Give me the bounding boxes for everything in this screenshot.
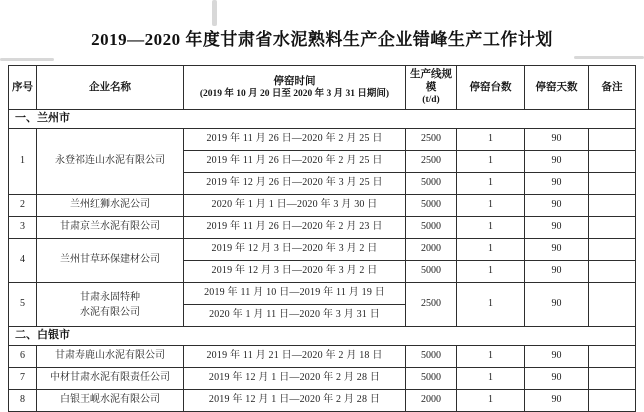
remark-cell [589,368,636,390]
scan-artifact [0,58,54,61]
index-cell: 7 [9,368,37,390]
kilns-cell: 1 [457,261,525,283]
table-row [9,195,636,217]
header-period-line2: (2019 年 10 月 20 日至 2020 年 3 月 31 日期间) [199,88,390,99]
kilns-cell: 1 [457,129,525,151]
period-cell: 2019 年 11 月 21 日—2020 年 2 月 18 日 [184,346,406,368]
scale-cell: 5000 [406,261,457,283]
days-cell: 90 [525,129,589,151]
section-label: 二、白银市 [9,327,636,346]
kilns-cell: 1 [457,239,525,261]
days-cell: 90 [525,239,589,261]
company-cell [37,283,184,327]
company-cell: 兰州甘草环保建材公司 [37,239,184,283]
index-cell: 2 [9,195,37,217]
kilns-cell: 1 [457,368,525,390]
period-cell: 2019 年 12 月 3 日—2020 年 3 月 2 日 [184,239,406,261]
index-cell: 6 [9,346,37,368]
kilns-cell: 1 [457,173,525,195]
company-cell: 中材甘肃水泥有限责任公司 [37,368,184,390]
days-cell: 90 [525,217,589,239]
days-cell: 90 [525,283,589,327]
header-scale-line1: 生产线规模 [410,69,452,94]
table-row [9,346,636,368]
kilns-cell: 1 [457,346,525,368]
index-cell: 1 [9,129,37,195]
header-index: 序号 [9,66,37,110]
days-cell: 90 [525,173,589,195]
table-row [9,129,636,151]
scale-cell: 5000 [406,368,457,390]
remark-cell [589,261,636,283]
scan-artifact [574,56,644,59]
days-cell: 90 [525,390,589,412]
period-cell: 2019 年 12 月 26 日—2020 年 3 月 25 日 [184,173,406,195]
company-name-line2: 水泥有限公司 [80,306,140,318]
header-remark: 备注 [589,66,636,110]
company-cell: 甘肃京兰水泥有限公司 [37,217,184,239]
period-cell: 2020 年 1 月 11 日—2020 年 3 月 31 日 [184,305,406,327]
index-cell: 3 [9,217,37,239]
period-cell: 2019 年 11 月 10 日—2019 年 11 月 19 日 [184,283,406,305]
period-cell: 2019 年 11 月 26 日—2020 年 2 月 25 日 [184,129,406,151]
header-kilns: 停窑台数 [457,66,525,110]
period-cell: 2019 年 12 月 3 日—2020 年 3 月 2 日 [184,261,406,283]
production-plan-table [8,65,636,412]
kilns-cell: 1 [457,195,525,217]
scale-cell: 5000 [406,173,457,195]
period-cell: 2019 年 12 月 1 日—2020 年 2 月 28 日 [184,390,406,412]
section-row-lanzhou [9,110,636,129]
company-cell: 永登祁连山水泥有限公司 [37,129,184,195]
period-cell: 2019 年 11 月 26 日—2020 年 2 月 25 日 [184,151,406,173]
table-row [9,368,636,390]
scale-cell: 5000 [406,346,457,368]
remark-cell [589,195,636,217]
page-title: 2019—2020 年度甘肃省水泥熟料生产企业错峰生产工作计划 [91,30,553,49]
header-scale-line2: (t/d) [422,95,440,106]
remark-cell [589,346,636,368]
scale-cell: 2500 [406,283,457,327]
company-cell: 白银王岘水泥有限公司 [37,390,184,412]
scale-cell: 2000 [406,390,457,412]
header-days: 停窑天数 [525,66,589,110]
header-company: 企业名称 [37,66,184,110]
kilns-cell: 1 [457,217,525,239]
index-cell: 8 [9,390,37,412]
table-header-row [9,66,636,110]
period-cell: 2020 年 1 月 1 日—2020 年 3 月 30 日 [184,195,406,217]
remark-cell [589,390,636,412]
remark-cell [589,173,636,195]
scale-cell: 2500 [406,151,457,173]
section-label: 一、兰州市 [9,110,636,129]
company-name-line1: 甘肃永固特种 [80,291,140,303]
remark-cell [589,283,636,327]
table-row [9,390,636,412]
scan-artifact [212,0,217,26]
kilns-cell: 1 [457,151,525,173]
company-cell: 甘肃寿鹿山水泥有限公司 [37,346,184,368]
remark-cell [589,151,636,173]
period-cell: 2019 年 12 月 1 日—2020 年 2 月 28 日 [184,368,406,390]
header-period [184,66,406,110]
company-cell: 兰州红狮水泥公司 [37,195,184,217]
kilns-cell: 1 [457,283,525,327]
scale-cell: 5000 [406,195,457,217]
section-row-baiyin [9,327,636,346]
remark-cell [589,129,636,151]
days-cell: 90 [525,195,589,217]
period-cell: 2019 年 11 月 26 日—2020 年 2 月 23 日 [184,217,406,239]
table-row [9,239,636,261]
index-cell: 5 [9,283,37,327]
header-scale [406,66,457,110]
table-row [9,217,636,239]
days-cell: 90 [525,368,589,390]
remark-cell [589,239,636,261]
kilns-cell: 1 [457,390,525,412]
scale-cell: 2000 [406,239,457,261]
header-period-line1: 停窑时间 [273,75,316,87]
scale-cell: 2500 [406,129,457,151]
days-cell: 90 [525,151,589,173]
days-cell: 90 [525,261,589,283]
index-cell: 4 [9,239,37,283]
remark-cell [589,217,636,239]
scale-cell: 5000 [406,217,457,239]
table-row [9,283,636,305]
days-cell: 90 [525,346,589,368]
